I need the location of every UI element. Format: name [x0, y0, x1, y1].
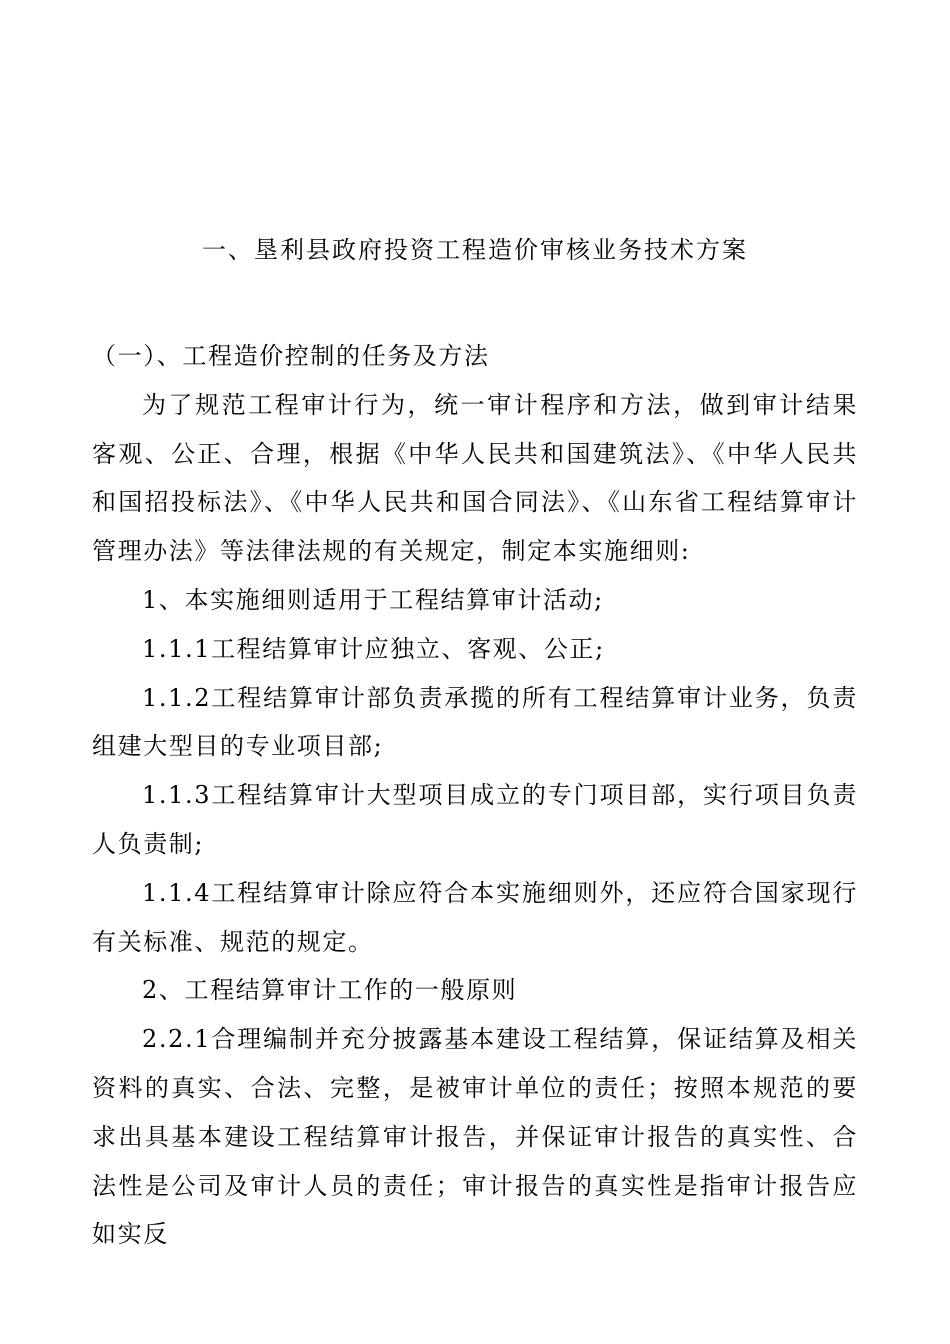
paragraph: 1.1.2工程结算审计部负责承揽的所有工程结算审计业务，负责组建大型目的专业项目部;	[92, 683, 858, 761]
paragraph: 为了规范工程审计行为，统一审计程序和方法，做到审计结果客观、公正、合理，根据《中华人民共和国建筑法》、《中华人民共和国招投标法》、《中华人民共和国合同法》、《山东省工程结算审计管理办法》等法律法规的有关规定，制定本实施细则:	[92, 390, 858, 566]
document-title: 一、垦利县政府投资工程造价审核业务技术方案	[202, 236, 748, 264]
paragraph: 1.1.1工程结算审计应独立、客观、公正;	[142, 634, 605, 663]
paragraph: 2、工程结算审计工作的一般原则	[142, 976, 518, 1005]
paragraph: 2.2.1合理编制并充分披露基本建设工程结算，保证结算及相关资料的真实、合法、完整，是被审计单位的责任；按照本规范的要求出具基本建设工程结算审计报告，并保证审计报告的真实性、合法性是公司及审计人员的责任；审计报告的真实性是指审计报告应如实反	[92, 1025, 858, 1249]
paragraph: 1、本实施细则适用于工程结算审计活动;	[142, 585, 604, 614]
paragraph: 1.1.4工程结算审计除应符合本实施细则外，还应符合国家现行有关标准、规范的规定。	[92, 878, 858, 956]
section-heading: （一）、工程造价控制的任务及方法	[92, 342, 490, 370]
paragraph: 1.1.3工程结算审计大型项目成立的专门项目部，实行项目负责人负责制;	[92, 781, 858, 858]
document-body	[92, 332, 858, 1259]
